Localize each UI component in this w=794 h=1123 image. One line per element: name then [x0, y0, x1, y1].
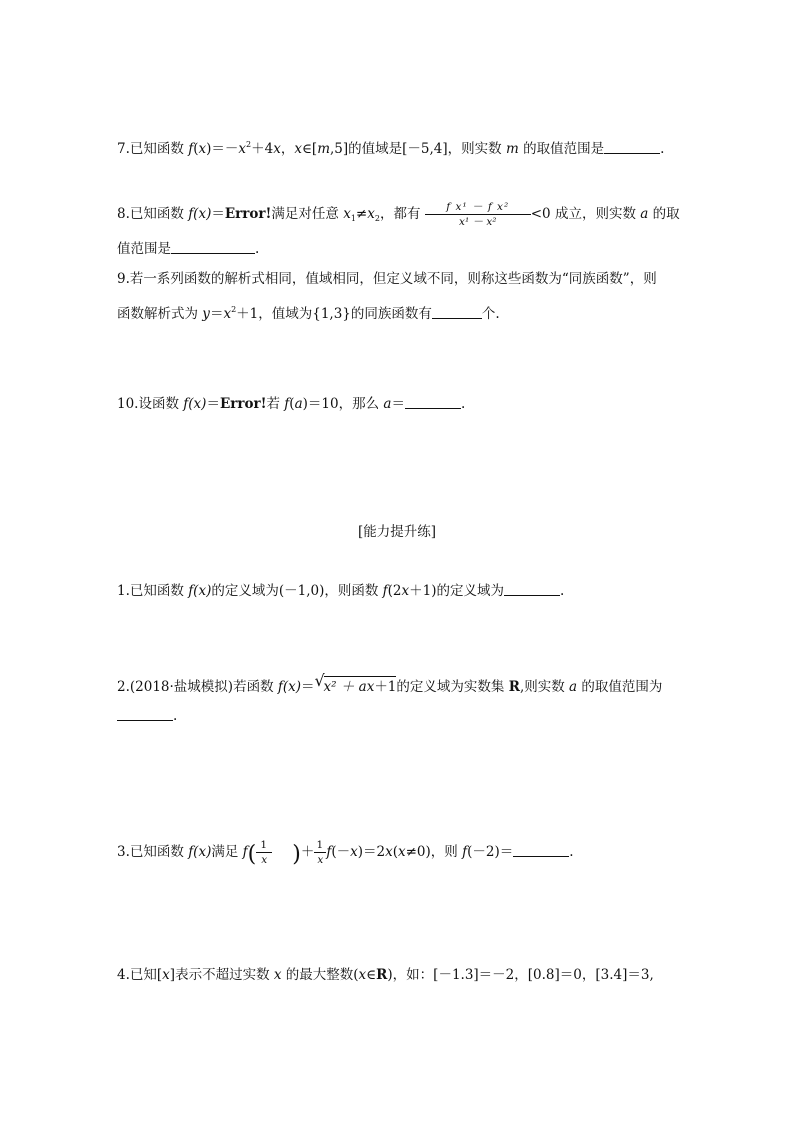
text: 已知函数: [129, 583, 189, 599]
radicand-part: ＋1: [374, 679, 397, 695]
text: ]表示不超过实数: [169, 967, 274, 983]
text: ＝: [391, 396, 405, 412]
error-text: Error!: [219, 396, 267, 412]
math-var: x: [343, 206, 351, 222]
text: ≠: [355, 206, 368, 222]
math-var: f: [382, 583, 388, 599]
text: 已知函数: [129, 206, 189, 222]
problem-7: 7.已知函数 $f(x)=-x^2+4x$，x∈[m,5]的值域是[－5,4]，则实数 m 的取值范围是 .: [117, 140, 665, 157]
fraction-denominator: x: [314, 852, 326, 867]
text: )＝－: [206, 141, 239, 157]
math-expr: f(x): [277, 679, 302, 695]
problem-number: 7.: [117, 141, 130, 157]
math-var: f: [188, 141, 194, 157]
text: 函数解析式为: [117, 306, 203, 322]
text: ∈[: [301, 141, 318, 157]
text: 已知函数: [129, 141, 189, 157]
problem-number: 10.: [117, 396, 139, 412]
text: (: [193, 141, 199, 157]
math-var: x: [273, 967, 282, 983]
fraction-numerator: f x¹ － f x²: [446, 201, 510, 213]
fraction-denominator: x: [256, 852, 272, 867]
problem-number: 2.: [117, 679, 130, 695]
answer-blank[interactable]: [513, 843, 569, 857]
text: 个.: [481, 306, 500, 322]
advanced-question-2: [117, 671, 663, 696]
text: 满足: [211, 844, 243, 860]
text: ，都有: [379, 206, 421, 222]
text: 已知[: [129, 967, 163, 983]
error-text: Error!: [224, 206, 272, 222]
text: ＋: [300, 844, 315, 860]
answer-blank[interactable]: [405, 395, 461, 409]
fraction-numerator: 1: [316, 839, 325, 851]
text: 的最大整数(: [281, 967, 359, 983]
text: ,则实数: [519, 679, 570, 695]
square-root: √ x² ＋ ax＋1: [314, 671, 397, 695]
math-var: x: [385, 844, 393, 860]
text: (2018·盐城模拟)若函数: [129, 679, 278, 695]
text: ≠0)，则: [405, 844, 463, 860]
math-var: a: [569, 679, 578, 695]
math-var: x: [162, 967, 170, 983]
advanced-question-3: 3.已知函数 f(x)满足 f( $\frac{1}{x}$ )＋ $\frac{1}{x}$ f(－x)＝2x(x≠0)，则 f(－2)＝ .: [117, 839, 574, 867]
text: 若: [266, 396, 285, 412]
text: 的定义域为实数集: [396, 679, 509, 695]
text: (2: [387, 583, 402, 599]
math-var: x: [398, 844, 406, 860]
math-var: x: [198, 141, 207, 157]
text: ＝: [206, 396, 220, 412]
math-var: f: [326, 844, 332, 860]
math-expr: f(x): [188, 583, 212, 599]
math-var: x: [294, 141, 302, 157]
math-var: y: [202, 306, 210, 322]
answer-blank[interactable]: [117, 707, 173, 721]
problem-number: 1.: [117, 583, 130, 599]
text: <0 成立，则实数: [530, 206, 641, 222]
text: 已知函数: [129, 844, 189, 860]
text: 设函数: [138, 396, 184, 412]
real-set-symbol: R: [376, 967, 388, 983]
math-var: x: [350, 844, 358, 860]
text: (: [392, 844, 398, 860]
math-var: x: [401, 583, 410, 599]
text: ,5]的值域是[－5,4]，则实数: [330, 141, 506, 157]
text: (－2)＝: [467, 844, 514, 860]
answer-blank[interactable]: [604, 140, 660, 154]
problem-number: 3.: [117, 844, 130, 860]
text: ＝: [211, 206, 225, 222]
answer-blank[interactable]: [504, 582, 560, 596]
text: ＝: [301, 679, 315, 695]
problem-number: 9.: [117, 271, 130, 287]
text: 若一系列函数的解析式相同，值域相同，但定义域不同，则称这些函数为“同族函数”，则: [129, 271, 657, 287]
math-var: x: [223, 306, 232, 322]
problem-9: [117, 270, 657, 288]
text: ＋1，值域为{1,3}的同族函数有: [236, 306, 432, 322]
math-expr: f(x): [188, 206, 212, 222]
problem-9-line2: 函数解析式为 $y=x^2+1$，值域为{1,3}的同族函数有 个.: [117, 305, 500, 322]
problem-number: 8.: [117, 206, 130, 222]
fraction-denominator: x¹ － x²: [425, 214, 531, 229]
text: (: [289, 396, 295, 412]
advanced-question-1: 1.已知函数 f(x)的定义域为(－1,0)，则函数 f(2x＋1)的定义域为 .: [117, 583, 565, 599]
radicand-part: ax: [358, 679, 375, 695]
math-var: m: [317, 141, 331, 157]
text: )＝10，那么: [302, 396, 384, 412]
problem-10: 10.设函数 f(x)＝Error!若 f(a)＝10，那么 a＝ .: [117, 396, 466, 412]
text: ，: [280, 141, 295, 157]
text: (－: [331, 844, 351, 860]
math-expr: f(x): [183, 396, 207, 412]
text: 值范围是: [117, 241, 171, 257]
text: 满足对任意: [271, 206, 344, 222]
math-var: x: [238, 141, 246, 157]
text: 的定义域为(－1,0)，则函数: [211, 583, 383, 599]
fraction-numerator: 1: [260, 839, 269, 851]
math-expr: f(x): [188, 844, 212, 860]
math-var: f: [462, 844, 468, 860]
math-var: x: [358, 967, 367, 983]
right-paren: ): [292, 842, 301, 867]
answer-blank[interactable]: [432, 305, 482, 319]
math-var: m: [505, 141, 519, 157]
advanced-question-2-line2: .: [117, 707, 177, 725]
math-var: f: [284, 396, 290, 412]
problem-8-line2: 值范围是 .: [117, 241, 260, 257]
text: ＋4: [251, 141, 274, 157]
fraction: [256, 838, 272, 867]
fraction: [314, 838, 326, 867]
math-var: a: [294, 396, 303, 412]
text: )，如：[－1.3]＝－2，[0.8]＝0，[3.4]＝3,: [387, 967, 654, 983]
problem-8: 8.已知函数 f(x)＝Error!满足对任意 $x_1\ne x_2$，都有 $\frac{\text{f x¹ － f x²}}{\text{x¹ － x²}}$ <0 成立，则实数 a 的取: [117, 201, 680, 228]
real-set-symbol: R: [508, 679, 520, 695]
radicand-part: x² ＋: [323, 679, 359, 695]
text: 的取值范围是: [518, 141, 605, 157]
left-paren: (: [247, 842, 257, 867]
problem-number: 4.: [117, 967, 130, 983]
math-var: a: [383, 396, 392, 412]
math-var: f: [242, 844, 248, 860]
fraction: [425, 200, 531, 229]
advanced-question-4: [117, 966, 654, 984]
text: ＝: [209, 306, 224, 322]
text: 的取值范围为: [577, 679, 663, 695]
text: )＝2: [357, 844, 386, 860]
text: ∈: [366, 967, 377, 983]
math-var: x: [367, 206, 375, 222]
section-title: [能力提升练]: [357, 524, 437, 540]
text: 的取: [648, 206, 680, 222]
text: ＋1)的定义域为: [409, 583, 504, 599]
math-var: x: [273, 141, 281, 157]
answer-blank[interactable]: [171, 240, 255, 254]
math-var: a: [640, 206, 649, 222]
